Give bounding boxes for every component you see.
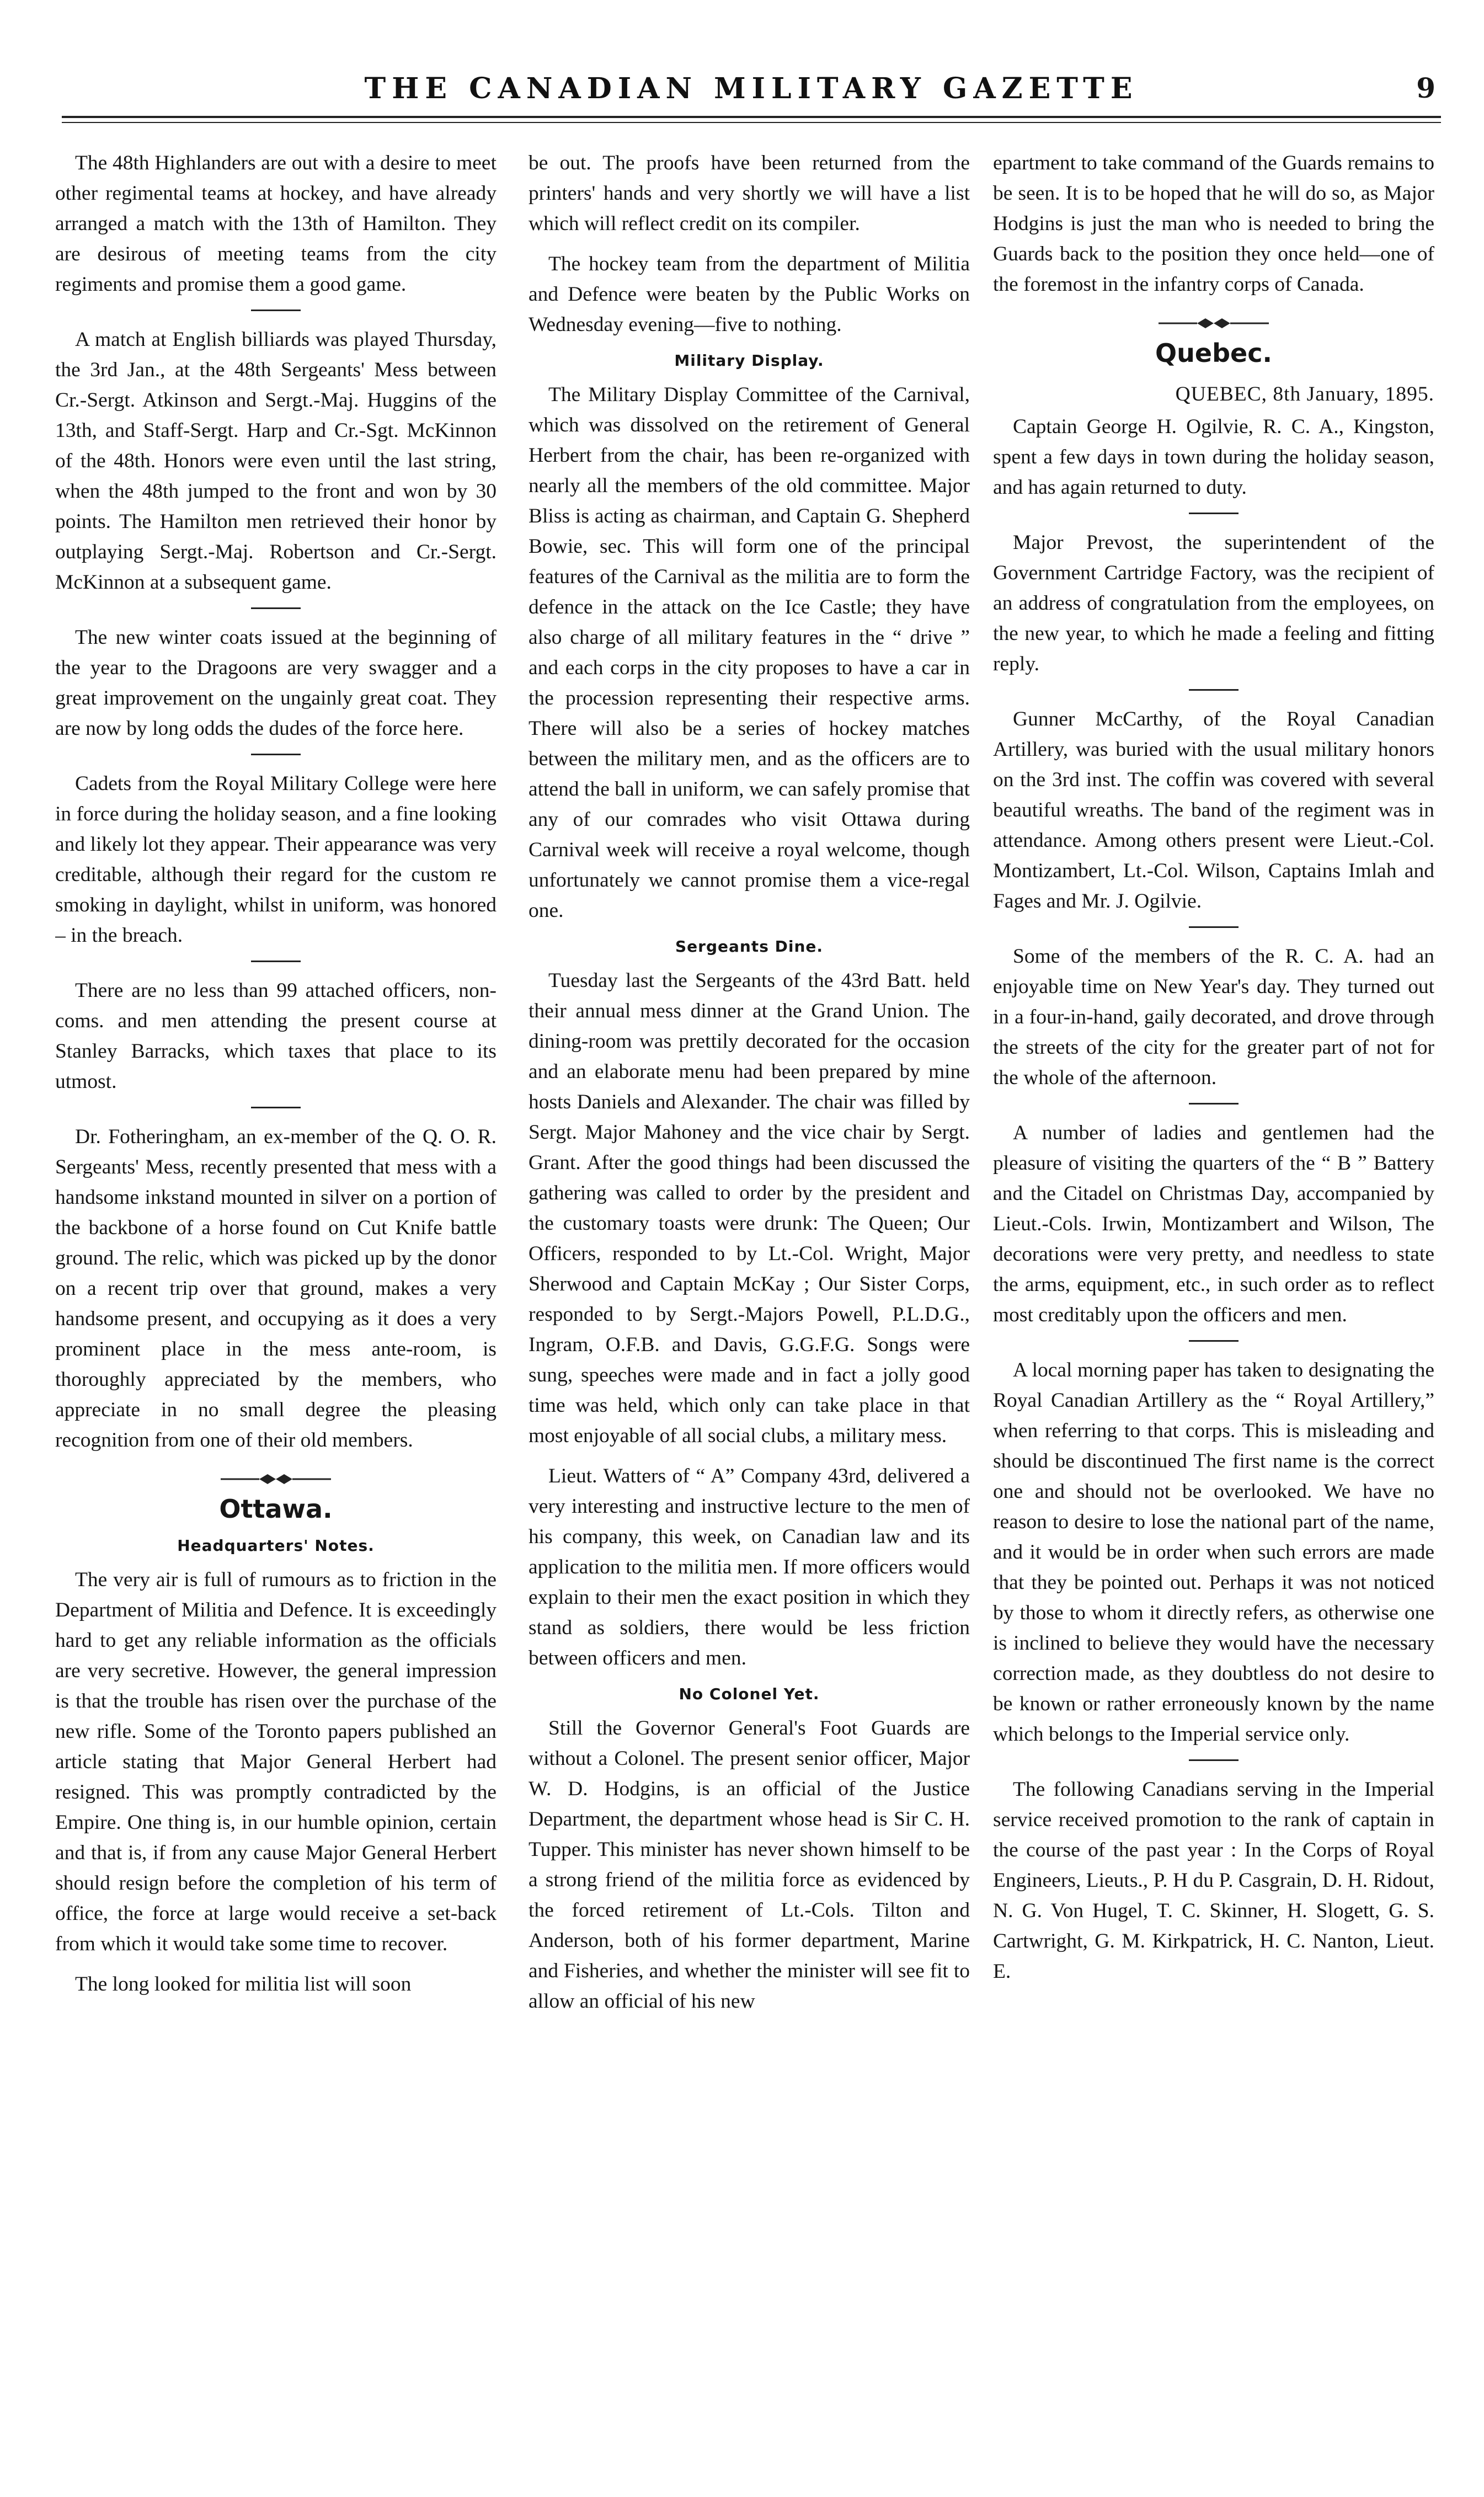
subheading-headquarters-notes: Headquarters' Notes. — [177, 1536, 375, 1555]
separator — [251, 961, 301, 962]
article-new-years: Some of the members of the R. C. A. had an enjoyable time on New Year's day. They turned out in a four-in-hand, gaily decorated, and drove through the streets of the city for the greater part of not for the whole of the afternoon. — [993, 945, 1434, 1089]
section-heading-ottawa: Ottawa. — [219, 1494, 333, 1524]
article-militia-list-cont: be out. The proofs have been returned from the printers' hands and very shortly we will have a list which will reflect credit on its compiler. — [529, 152, 970, 235]
masthead — [62, 72, 1441, 105]
article-fotheringham: Dr. Fotheringham, an ex-member of the Q. O. R. Sergeants' Mess, recently presented that mess with a handsome inkstand mounted in silver on a portion of the backbone of a horse found on Cut Knife battle ground. The relic, which was picked up by the donor on a recent trip over that ground, makes a very handsome present, and occupying as it does a very prominent place in the mess ante-room, is thoroughly appreciated by the members, who appreciate in no small degree the pleasing recognition from one of their old members. — [55, 1125, 497, 1452]
page-number: 9 — [1416, 72, 1435, 104]
article-mess-dinner: Tuesday last the Sergeants of the 43rd Batt. held their annual mess dinner at the Grand Union. The dining-room was prettily decorated for the occasion and an elaborate menu had been prepared by mine hosts Daniels and Alexander. The chair was filled by Sergt. Major Mahoney and the vice chair by Sergt. Grant. After the good things had been discussed the gathering was called to order by the president and the customary toasts were drunk: The Queen; Our Officers, responded to by Lt.-Col. Wright, Major Sherwood and Captain McKay ; Our Sister Corps, responded to by Sergt.-Majors Powell, P.L.D.G., Ingram, O.F.B. and Davis, G.G.F.G. Songs were sung, speeches were made and in fact a jolly good time was held, which only can take place in that most enjoyable of all social clubs, a military mess. — [529, 969, 970, 1447]
header-rule-thin — [62, 122, 1441, 123]
article-foot-guards: Still the Governor General's Foot Guards are without a Colonel. The present senior officer, Major W. D. Hodgins, is an official of the Justice Department, the department whose head is Sir C. H. Tupper. This minister has never shown himself to be a strong friend of the militia force as evidenced by the forced retirement of Lt.-Cols. Tilton and Anderson, both of his former department, Marine and Fisheries, and whether the minister will see fit to allow an official of his new — [529, 1717, 970, 2013]
separator — [1189, 1340, 1239, 1342]
column-2 — [529, 148, 970, 2482]
header-rule — [62, 116, 1441, 118]
section-heading-quebec: Quebec. — [1155, 338, 1272, 368]
separator — [1189, 1759, 1239, 1761]
article-lecture: Lieut. Watters of “ A” Company 43rd, delivered a very interesting and instructive lecture to the men of his company, this week, on Canadian law and its application to the militia men. If more officers would explain to their men the exact position in which they stand as soldiers, there would be less friction between officers and men. — [529, 1465, 970, 1669]
subheading-no-colonel-yet: No Colonel Yet. — [679, 1685, 820, 1703]
separator — [1189, 689, 1239, 691]
section-ornament — [993, 316, 1434, 333]
article-cadets: Cadets from the Royal Military College were here in force during the holiday season, and a fine looking and likely lot they appear. Their appearance was very creditable, although their regard for the custom re smoking in daylight, whilst in uniform, was honored – in the breach. — [55, 772, 497, 947]
section-ornament — [55, 1472, 497, 1488]
separator — [1189, 513, 1239, 514]
article-winter-coats: The new winter coats issued at the beginning of the year to the Dragoons are very swagger and a great improvement on the ungainly great coat. They are now by long odds the dudes of the force here. — [55, 626, 497, 740]
separator — [251, 310, 301, 311]
article-militia-list: The long looked for militia list will soon — [75, 1973, 412, 1996]
article-prevost: Major Prevost, the superintendent of the Government Cartridge Factory, was the recipient of an address of congratulation from the employees, on the new year, to which he made a feeling and fitting reply. — [993, 531, 1434, 675]
newspaper-title: THE CANADIAN MILITARY GAZETTE — [364, 72, 1139, 105]
separator — [251, 607, 301, 609]
article-48th-hockey: The 48th Highlanders are out with a desire to meet other regimental teams at hockey, and have already arranged a match with the 13th of Hamilton. They are desirous of meeting teams from the city regiments and promise them a good game. — [55, 152, 497, 296]
article-ogilvie: Captain George H. Ogilvie, R. C. A., Kingston, spent a few days in town during the holiday season, and has again returned to duty. — [993, 415, 1434, 499]
article-stanley-barracks: There are no less than 99 attached officers, non-coms. and men attending the present course at Stanley Barracks, which taxes that place to its utmost. — [55, 979, 497, 1093]
article-hockey-team: The hockey team from the department of Militia and Defence were beaten by the Public Works on Wednesday evening—five to nothing. — [529, 253, 970, 336]
article-royal-artillery: A local morning paper has taken to designating the Royal Canadian Artillery as the “ Royal Artillery,” when referring to that corps. This is misleading and should be discontinued The first name is the correct one and should not be overlooked. We have no reason to desire to lose the national part of the name, and it would be in order when such errors are made that they be pointed out. Perhaps it was not noticed by those to whom it directly refers, as otherwise one is inclined to believe they would have the necessary correction made, as they doubtless do not desire to be known or rather erroneously known by the name which belongs to the Imperial service only. — [993, 1359, 1434, 1746]
separator — [1189, 1103, 1239, 1105]
article-promotions: The following Canadians serving in the Imperial service received promotion to the rank of captain in the course of the past year : In the Corps of Royal Engineers, Lieuts., P. H du P. Casgrain, D. H. Ridout, N. G. Von Hugel, T. C. Skinner, H. Slogett, G. S. Cartwright, G. M. Kirkpatrick, H. C. Nanton, Lieut. E. — [993, 1778, 1434, 1983]
column-1 — [55, 148, 497, 2482]
separator — [251, 754, 301, 755]
subheading-sergeants-dine: Sergeants Dine. — [675, 937, 824, 956]
article-christmas-visit: A number of ladies and gentlemen had the pleasure of visiting the quarters of the “ B ” Battery and the Citadel on Christmas Day, accompanied by Lieut.-Cols. Irwin, Montizambert and Wilson, The decorations were very pretty, and needless to state the arms, equipment, etc., in such order as to reflect most creditably upon the officers and men. — [993, 1122, 1434, 1326]
separator — [251, 1107, 301, 1108]
article-foot-guards-cont: epartment to take command of the Guards remains to be seen. It is to be hoped that he will do so, as Major Hodgins is just the man who is needed to bring the Guards back to the position they once held—one of the foremost in the infantry corps of Canada. — [993, 152, 1434, 296]
article-rumours: The very air is full of rumours as to friction in the Department of Militia and Defence. It is exceedingly hard to get any reliable information as the officials are very secretive. However, the general impression is that the trouble has risen over the purchase of the new rifle. Some of the Toronto papers published an article stating that Major General Herbert had resigned. This was promptly contradicted by the Empire. One thing is, in our humble opinion, certain and that is, if from any cause Major General Herbert should resign before the completion of his term of office, the force at large would receive a set-back from which it would take some time to recover. — [55, 1568, 497, 1955]
article-mccarthy: Gunner McCarthy, of the Royal Canadian Artillery, was buried with the usual military honors on the 3rd inst. The coffin was covered with several beautiful wreaths. The band of the regiment was in attendance. Among others present were Lieut.-Col. Montizambert, Lt.-Col. Wilson, Captains Imlah and Fages and Mr. J. Ogilvie. — [993, 708, 1434, 913]
article-billiards: A match at English billiards was played Thursday, the 3rd Jan., at the 48th Sergeants' Mess between Cr.-Sergt. Atkinson and Sergt.-Maj. Huggins of the 13th, and Staff-Sergt. Harp and Cr.-Sgt. McKinnon of the 48th. Honors were even until the last string, when the 48th jumped to the front and won by 30 points. The Hamilton men retrieved their honor by outplaying Sergt.-Maj. Robertson and Cr.-Sergt. McKinnon at a subsequent game. — [55, 328, 497, 594]
subheading-military-display: Military Display. — [674, 351, 824, 370]
separator — [1189, 926, 1239, 928]
article-carnival: The Military Display Committee of the Carnival, which was dissolved on the retirement of General Herbert from the chair, has been re-organized with nearly all the members of the old committee. Major Bliss is acting as chairman, and Captain G. Shepherd Bowie, sec. This will form one of the principal features of the Carnival as the militia are to form the defence in the attack on the Ice Castle; they have also charge of all military features in the “ drive ” and each corps in the city proposes to have a car in the procession representing their respective arms. There will also be a series of hockey matches between the military men, and as the officers are to attend the ball in uniform, we can safely promise that any of our comrades who visit Ottawa during Carnival week will receive a royal welcome, though unfortunately we cannot promise them a vice-regal one. — [529, 383, 970, 922]
column-3 — [993, 148, 1434, 2482]
dateline: QUEBEC, 8th January, 1895. — [1175, 383, 1434, 406]
